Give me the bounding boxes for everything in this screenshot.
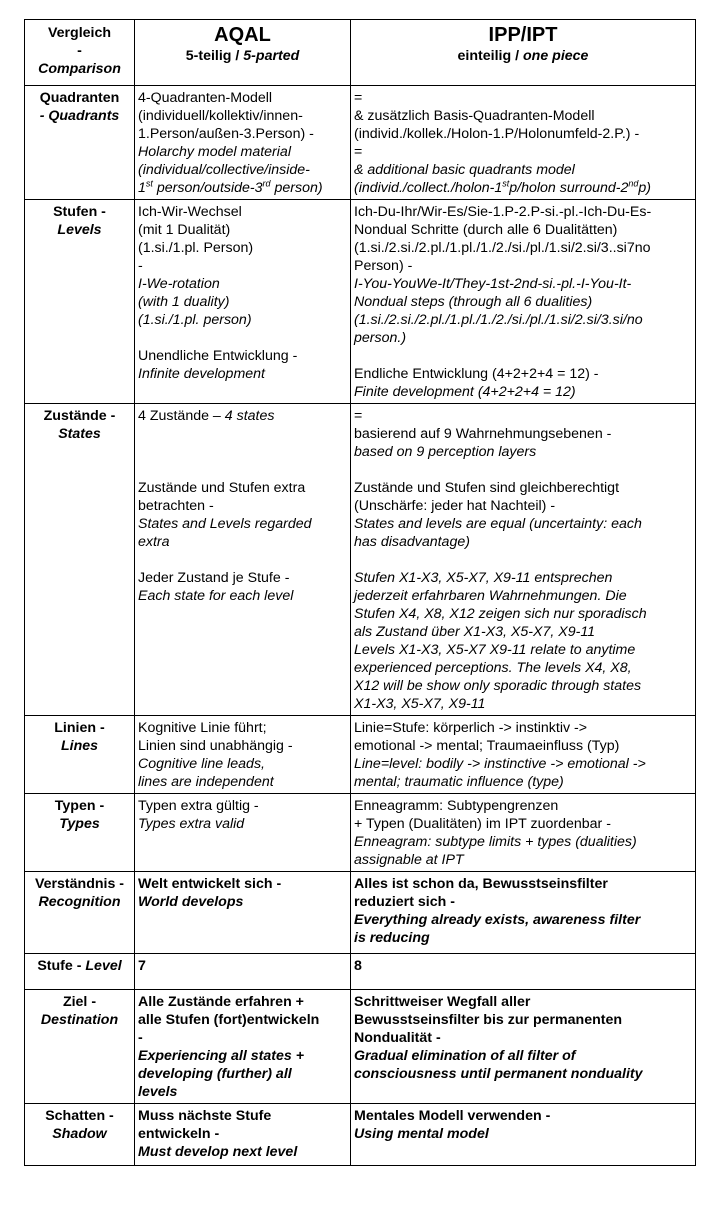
- label-recognition: Verständnis - Recognition: [25, 872, 135, 954]
- label-states: Zustände - States: [25, 404, 135, 716]
- row-types: [25, 794, 696, 872]
- header-aqal-cell: [135, 20, 351, 86]
- aqal-levels: Ich-Wir-Wechsel (mit 1 Dualität) (1.si./1.pl. Person) - I-We-rotation (with 1 duality) (1.si./1.pl. person) Unendliche Entwicklung - Infinite development: [135, 200, 351, 404]
- header-aqal-subtitle: 5-teilig / 5-parted: [185, 48, 300, 64]
- row-levels: [25, 200, 696, 404]
- aqal-recognition: Welt entwickelt sich - World develops: [135, 872, 351, 954]
- aqal-states: 4 Zustände – 4 states Zustände und Stufen extra betrachten - States and Levels regarded extra Jeder Zustand je Stufe - Each state for each level: [135, 404, 351, 716]
- aqal-shadow: Muss nächste Stufe entwickeln - Must develop next level: [135, 1104, 351, 1166]
- label-quadrants: Quadranten - Quadrants: [25, 86, 135, 200]
- header-comparison-de: Vergleich: [47, 25, 112, 41]
- label-lines: Linien - Lines: [25, 716, 135, 794]
- aqal-level: 7: [135, 954, 351, 990]
- header-ipp-title: IPP/IPT: [488, 24, 558, 46]
- aqal-lines: Kognitive Linie führt; Linien sind unabhängig - Cognitive line leads, lines are independent: [135, 716, 351, 794]
- header-aqal-title: AQAL: [214, 24, 271, 46]
- header-comparison-dash: -: [77, 43, 82, 59]
- header-comparison-en: Comparison: [38, 61, 121, 77]
- ipp-lines: Linie=Stufe: körperlich -> instinktiv -> emotional -> mental; Traumaeinfluss (Typ) Line=level: bodily -> instinctive -> emotional -> mental; traumatic influence (type): [351, 716, 696, 794]
- header-row: [25, 20, 696, 86]
- row-quadrants: [25, 86, 696, 200]
- row-shadow: [25, 1104, 696, 1166]
- ipp-quadrants: = & zusätzlich Basis-Quadranten-Modell (individ./kollek./Holon-1.P/Holonumfeld-2.P.) - = & additional basic quadrants model (individ./collect./holon-1stp/holon surround-2ndp): [351, 86, 696, 200]
- comparison-table: [24, 19, 696, 1166]
- label-levels: Stufen - Levels: [25, 200, 135, 404]
- header-ipp-subtitle: einteilig / one piece: [457, 48, 589, 64]
- aqal-types: Typen extra gültig - Types extra valid: [135, 794, 351, 872]
- row-lines: [25, 716, 696, 794]
- ipp-states: = basierend auf 9 Wahrnehmungsebenen - based on 9 perception layers Zustände und Stufen sind gleichberechtigt (Unschärfe: jeder hat Nachteil) - States and levels are equal (uncertainty: each has disadvantage) Stufen X1-X3, X5-X7, X9-11 entsprechen jederzeit erfahrbaren Wahrnehmungen. Die Stufen X4, X8, X12 zeigen sich nur sporadisch als Zustand über X1-X3, X5-X7, X9-11 Levels X1-X3, X5-X7 X9-11 relate to anytime experienced perceptions. The levels X4, X8, X12 will be show only sporadic through states X1-X3, X5-X7, X9-11: [351, 404, 696, 716]
- label-types: Typen - Types: [25, 794, 135, 872]
- ipp-types: Enneagramm: Subtypengrenzen + Typen (Dualitäten) im IPT zuordenbar - Enneagram: subtype limits + types (dualities) assignable at IPT: [351, 794, 696, 872]
- row-level: [25, 954, 696, 990]
- row-recognition: [25, 872, 696, 954]
- ipp-recognition: Alles ist schon da, Bewusstseinsfilter reduziert sich - Everything already exists, awareness filter is reducing: [351, 872, 696, 954]
- label-destination: Ziel - Destination: [25, 990, 135, 1104]
- header-comparison-cell: [25, 20, 135, 86]
- row-destination: [25, 990, 696, 1104]
- row-states: [25, 404, 696, 716]
- label-shadow: Schatten - Shadow: [25, 1104, 135, 1166]
- ipp-shadow: Mentales Modell verwenden - Using mental model: [351, 1104, 696, 1166]
- label-level: Stufe - Level: [25, 954, 135, 990]
- header-ipp-cell: [351, 20, 696, 86]
- aqal-destination: Alle Zustände erfahren + alle Stufen (fort)entwickeln - Experiencing all states + developing (further) all levels: [135, 990, 351, 1104]
- ipp-destination: Schrittweiser Wegfall aller Bewusstseinsfilter bis zur permanenten Nondualität - Gradual elimination of all filter of consciousness until permanent nonduality: [351, 990, 696, 1104]
- aqal-quadrants: 4-Quadranten-Modell (individuell/kollektiv/innen- 1.Person/außen-3.Person) - Holarchy model material (individual/collective/inside- 1st person/outside-3rd person): [135, 86, 351, 200]
- ipp-levels: Ich-Du-Ihr/Wir-Es/Sie-1.P-2.P-si.-pl.-Ich-Du-Es- Nondual Schritte (durch alle 6 Dualitätten) (1.si./2.si./2.pl./1.pl./1./2./si./pl./1.si/2.si/3..si7no Person) - I-You-YouWe-It/They-1st-2nd-si.-pl.-I-You-It- Nondual steps (through all 6 dualities) (1.si./2.si./2.pl./1.pl./1./2./si./pl./1.si/2.si/3.si/no person.) Endliche Entwicklung (4+2+2+4 = 12) - Finite development (4+2+2+4 = 12): [351, 200, 696, 404]
- ipp-level: 8: [351, 954, 696, 990]
